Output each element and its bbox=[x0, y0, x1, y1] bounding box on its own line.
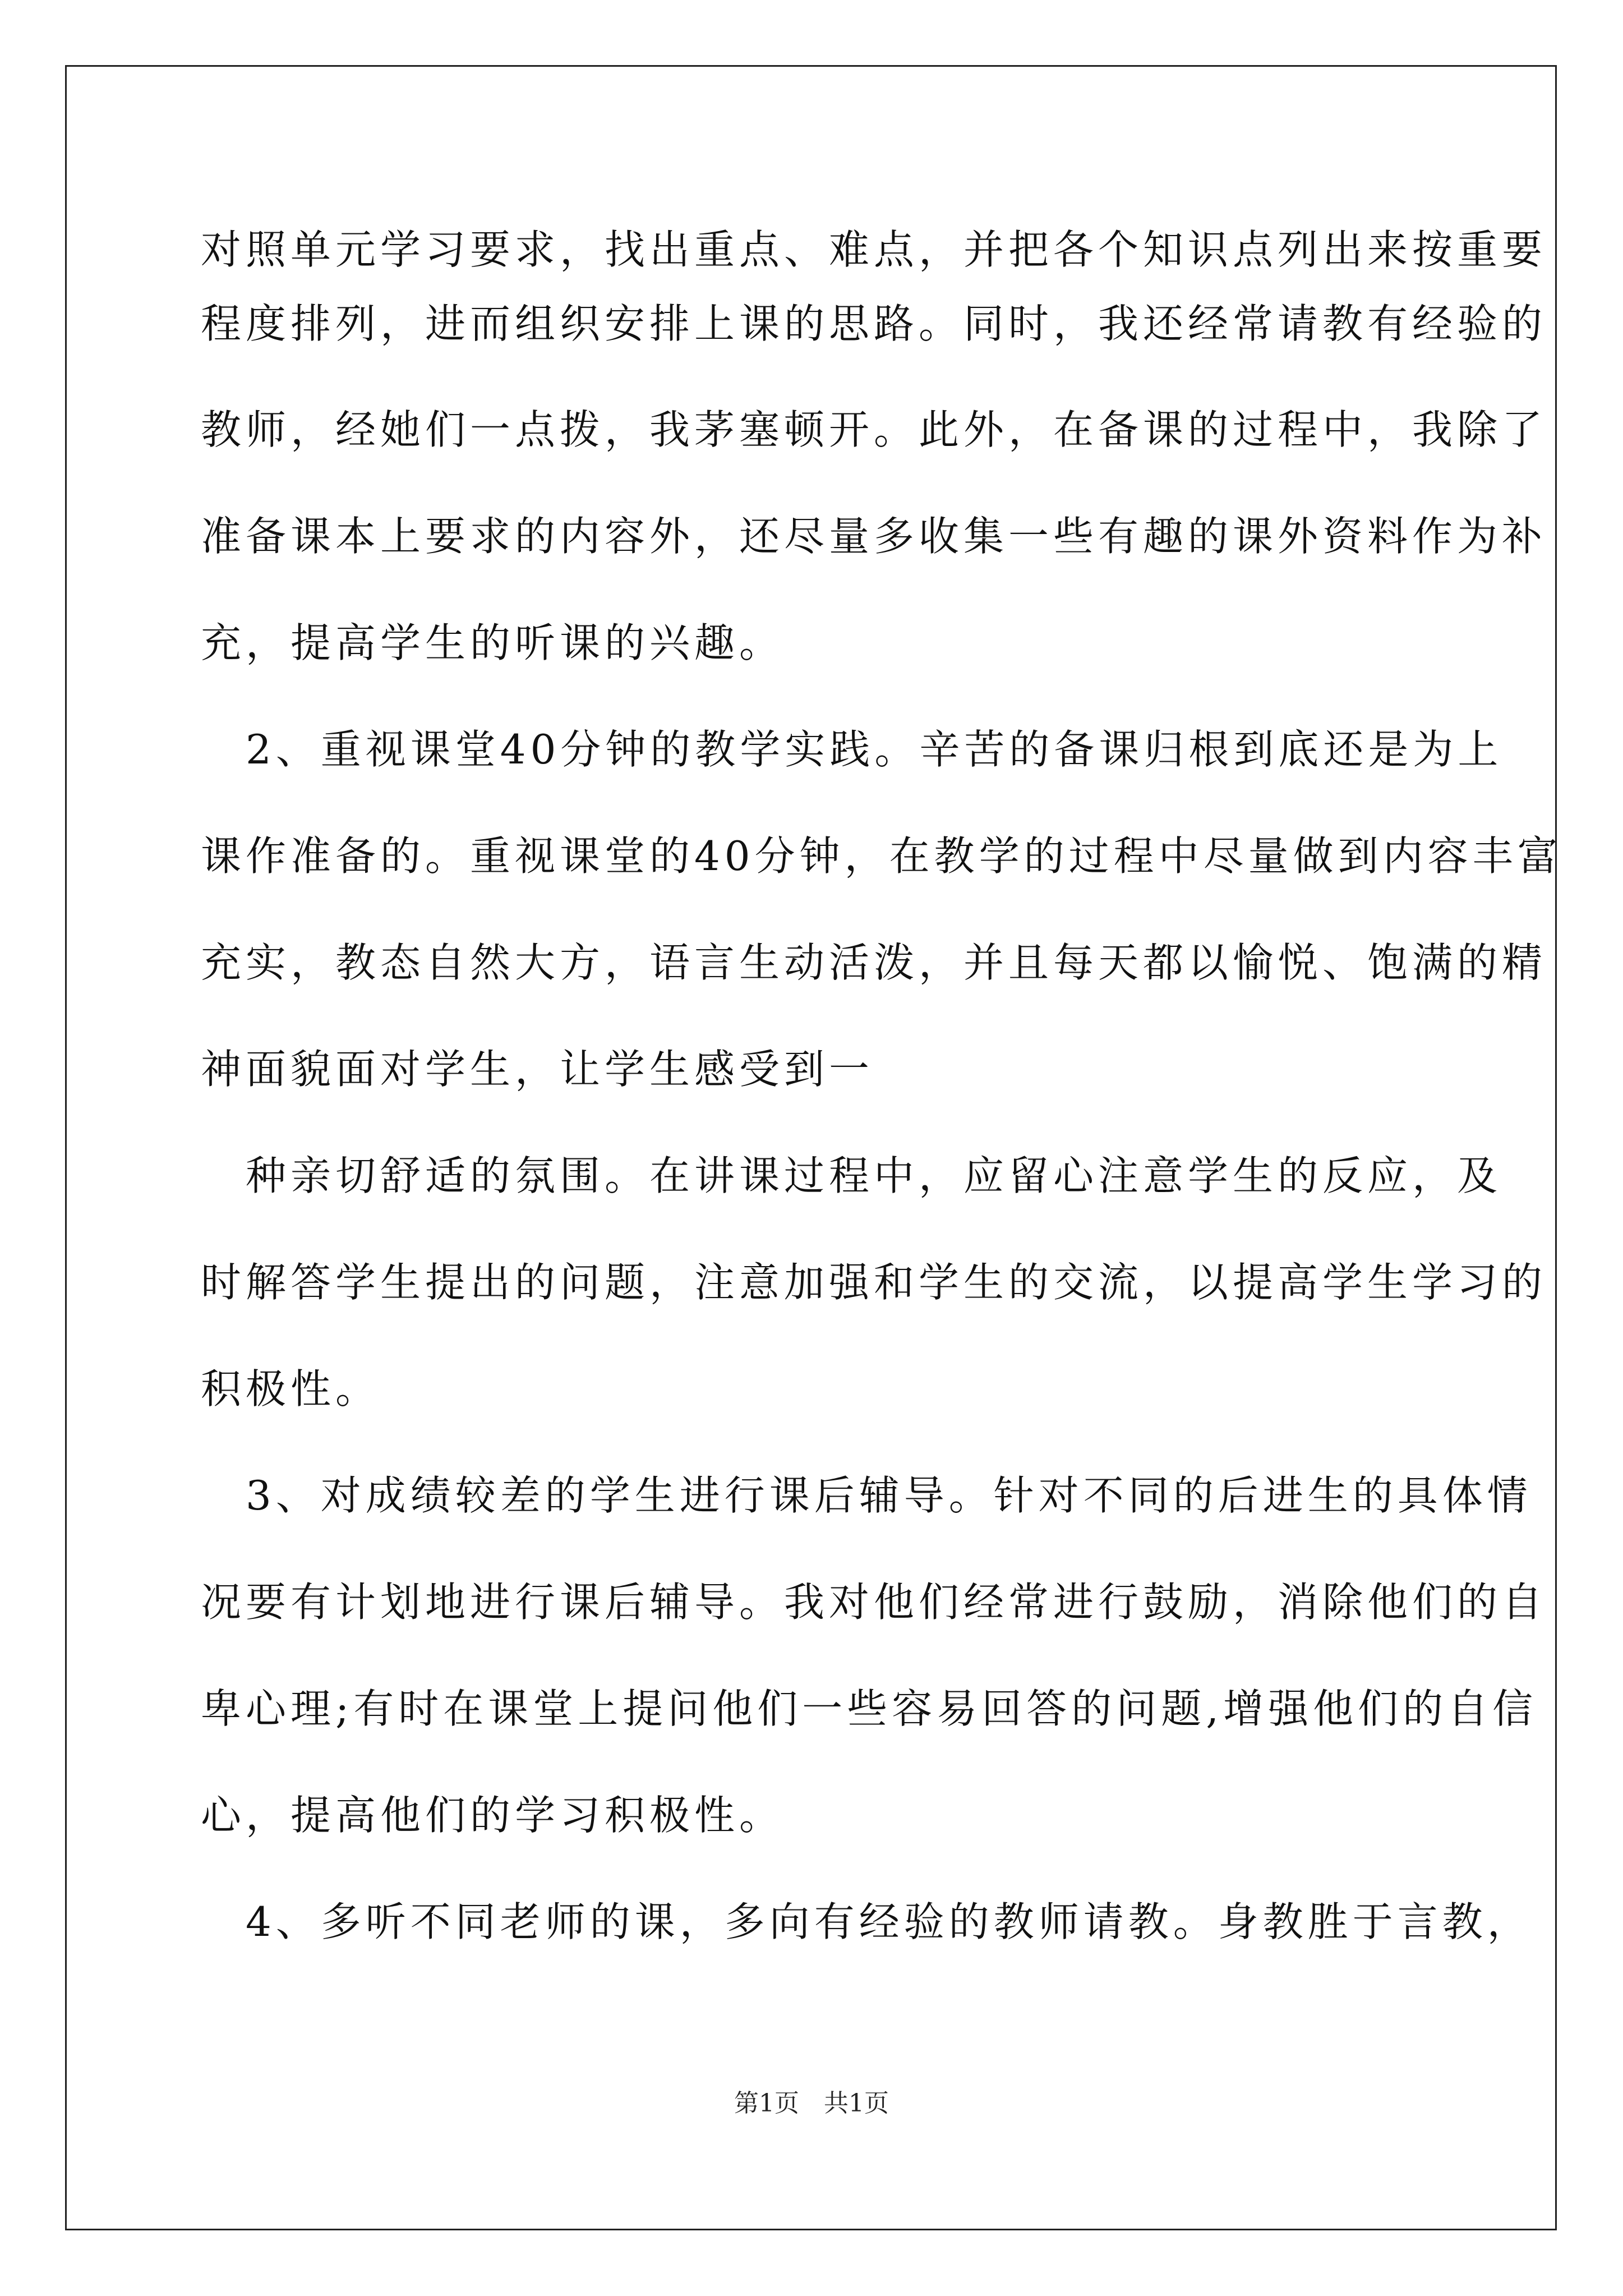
text-line: 充，提高学生的听课的兴趣。 bbox=[201, 619, 785, 666]
text-line: 程度排列，进而组织安排上课的思路。同时，我还经常请教有经验的 bbox=[201, 300, 1547, 347]
text-line: 心，提高他们的学习积极性。 bbox=[201, 1792, 785, 1839]
text-line: 种亲切舒适的氛围。在讲课过程中，应留心注意学生的反应，及 bbox=[201, 1152, 1502, 1199]
text-line: 卑心理;有时在课堂上提问他们一些容易回答的问题,增强他们的自信 bbox=[201, 1685, 1538, 1732]
text-line: 2、重视课堂40分钟的教学实践。辛苦的备课归根到底还是为上 bbox=[201, 726, 1503, 773]
text-line: 对照单元学习要求，找出重点、难点，并把各个知识点列出来按重要 bbox=[201, 226, 1547, 273]
text-line: 4、多听不同老师的课，多向有经验的教师请教。身教胜于言教， bbox=[201, 1898, 1532, 1945]
text-line: 神面貌面对学生，让学生感受到一 bbox=[201, 1046, 874, 1093]
text-line: 准备课本上要求的内容外，还尽量多收集一些有趣的课外资料作为补 bbox=[201, 513, 1547, 560]
text-line: 课作准备的。重视课堂的40分钟，在教学的过程中尽量做到内容丰富 bbox=[201, 832, 1562, 880]
page-footer: 第1页 共1页 bbox=[734, 2089, 889, 2118]
text-line: 时解答学生提出的问题，注意加强和学生的交流，以提高学生学习的 bbox=[201, 1259, 1547, 1306]
text-line: 积极性。 bbox=[201, 1365, 381, 1412]
text-line: 教师，经她们一点拨，我茅塞顿开。此外，在备课的过程中，我除了 bbox=[201, 406, 1547, 453]
text-line: 况要有计划地进行课后辅导。我对他们经常进行鼓励，消除他们的自 bbox=[201, 1579, 1547, 1626]
text-line: 3、对成绩较差的学生进行课后辅导。针对不同的后进生的具体情 bbox=[201, 1472, 1532, 1519]
text-line: 充实，教态自然大方，语言生动活泼，并且每天都以愉悦、饱满的精 bbox=[201, 939, 1547, 986]
